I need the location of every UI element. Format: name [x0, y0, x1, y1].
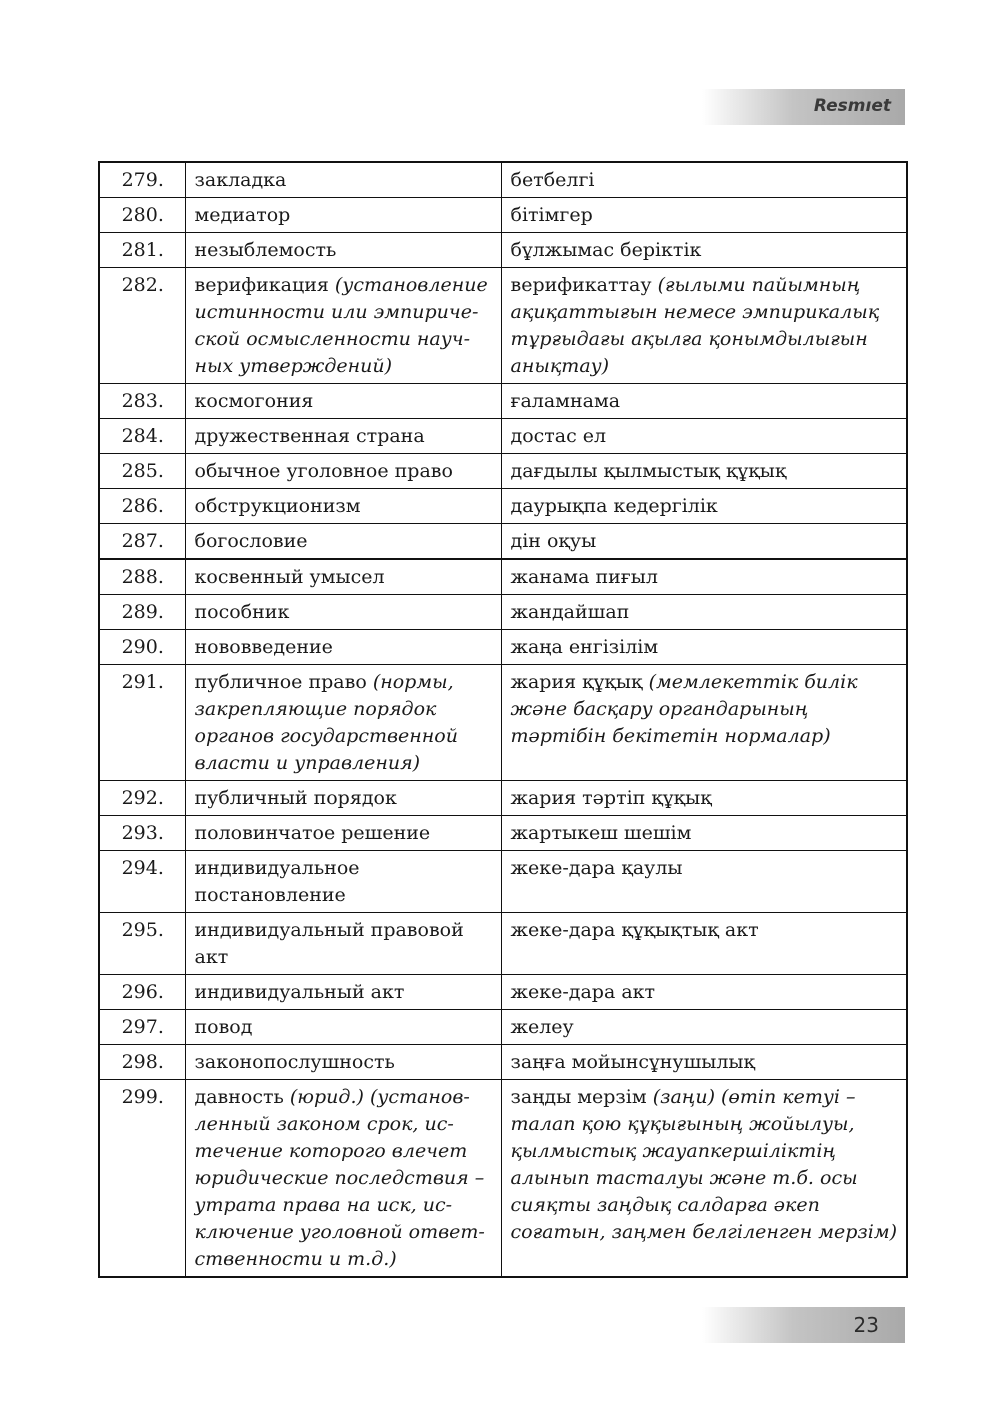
kazakh-term-cell [501, 1045, 907, 1080]
russian-term: незыблемость [194, 239, 337, 261]
term-number: 283. [99, 384, 185, 419]
russian-term: индивидуальный акт [194, 981, 405, 1003]
kazakh-term: желеу [510, 1016, 574, 1038]
russian-term-cell [185, 781, 501, 816]
russian-term: обструкционизм [194, 495, 361, 517]
russian-term-cell [185, 1045, 501, 1080]
russian-term: половинчатое решение [194, 822, 431, 844]
table-row [99, 198, 907, 233]
kazakh-term-cell [501, 665, 907, 781]
russian-term-cell [185, 975, 501, 1010]
kazakh-term-cell [501, 268, 907, 384]
table-row [99, 1080, 907, 1278]
kazakh-definition: (мемлекеттік билік және басқару органдарының тәртібін бекітетін нормалар) [510, 671, 858, 747]
russian-term: косвенный умысел [194, 566, 385, 588]
kazakh-term: жеке-дара құқықтық акт [510, 919, 759, 941]
kazakh-term-cell [501, 1080, 907, 1278]
table-row [99, 1045, 907, 1080]
kazakh-term: бұлжымас беріктік [510, 239, 702, 261]
footer-band [702, 1307, 905, 1343]
term-number: 298. [99, 1045, 185, 1080]
table-row [99, 559, 907, 595]
russian-term-cell [185, 851, 501, 913]
glossary-table [98, 161, 908, 1278]
russian-term: давность [194, 1086, 284, 1108]
term-number: 289. [99, 595, 185, 630]
russian-definition: (установление истинности или эмпириче-ской осмысленности науч-ных утверждений) [194, 274, 488, 377]
kazakh-term-cell [501, 781, 907, 816]
russian-term: верификация [194, 274, 329, 296]
table-row [99, 630, 907, 665]
russian-term-cell [185, 489, 501, 524]
kazakh-term-cell [501, 913, 907, 975]
table-row [99, 851, 907, 913]
term-number: 281. [99, 233, 185, 268]
kazakh-term-cell [501, 233, 907, 268]
table-row [99, 268, 907, 384]
kazakh-term-cell [501, 816, 907, 851]
russian-term-cell [185, 630, 501, 665]
table-row [99, 162, 907, 198]
kazakh-definition: (заңи) (өтіп кетуі – талап қою құқығының жойылуы, қылмыстық жауапкершіліктің алынып тасталуы және т.б. осы сияқты заңдық салдарға әкеп соғатын, заңмен белгіленген мерзім) [510, 1086, 898, 1243]
table-row [99, 524, 907, 560]
russian-term-cell [185, 162, 501, 198]
term-number: 295. [99, 913, 185, 975]
glossary-body [99, 162, 907, 1277]
russian-term-cell [185, 665, 501, 781]
term-number: 293. [99, 816, 185, 851]
russian-term-cell [185, 1080, 501, 1278]
table-row [99, 816, 907, 851]
kazakh-term: жанама пиғыл [510, 566, 658, 588]
russian-term-cell [185, 384, 501, 419]
term-number: 287. [99, 524, 185, 560]
kazakh-term-cell [501, 419, 907, 454]
kazakh-term: дін оқуы [510, 530, 597, 552]
russian-term-cell [185, 1010, 501, 1045]
term-number: 290. [99, 630, 185, 665]
russian-term: богословие [194, 530, 308, 552]
kazakh-term-cell [501, 384, 907, 419]
kazakh-term-cell [501, 489, 907, 524]
kazakh-term-cell [501, 1010, 907, 1045]
term-number: 284. [99, 419, 185, 454]
term-number: 282. [99, 268, 185, 384]
kazakh-term: заңды мерзім [510, 1086, 647, 1108]
russian-term: нововведение [194, 636, 333, 658]
russian-term-cell [185, 419, 501, 454]
kazakh-term: дағдылы қылмыстық құқық [510, 460, 787, 482]
kazakh-term-cell [501, 630, 907, 665]
kazakh-term-cell [501, 559, 907, 595]
russian-definition: (нормы, закрепляющие порядок органов государственной власти и управления) [194, 671, 458, 774]
kazakh-term: жеке-дара қаулы [510, 857, 683, 879]
russian-term: законопослушность [194, 1051, 395, 1073]
term-number: 292. [99, 781, 185, 816]
kazakh-term-cell [501, 975, 907, 1010]
kazakh-term: достас ел [510, 425, 607, 447]
russian-term-cell [185, 913, 501, 975]
russian-term-cell [185, 524, 501, 560]
term-number: 280. [99, 198, 185, 233]
russian-definition: (юрид.) (установ-ленный законом срок, ис-течение которого влечет юридические последствия – утрата права на иск, ис-ключение уголовной ответ-ственности и т.д.) [194, 1086, 485, 1270]
russian-term-cell [185, 559, 501, 595]
kazakh-term: бетбелгі [510, 169, 595, 191]
table-row [99, 913, 907, 975]
russian-term: индивидуальное постановление [194, 857, 360, 906]
term-number: 297. [99, 1010, 185, 1045]
table-row [99, 1010, 907, 1045]
kazakh-term: бітімгер [510, 204, 593, 226]
term-number: 285. [99, 454, 185, 489]
table-row [99, 489, 907, 524]
table-row [99, 595, 907, 630]
table-row [99, 233, 907, 268]
table-row [99, 975, 907, 1010]
table-row [99, 419, 907, 454]
kazakh-term: жария тәртіп құқық [510, 787, 712, 809]
term-number: 294. [99, 851, 185, 913]
kazakh-definition: (ғылыми пайымның ақиқаттығын немесе эмпирикалық тұрғыдағы ақылға қонымдылығын анықтау) [510, 274, 880, 377]
term-number: 288. [99, 559, 185, 595]
kazakh-term: жартыкеш шешім [510, 822, 692, 844]
russian-term-cell [185, 198, 501, 233]
russian-term: повод [194, 1016, 253, 1038]
kazakh-term: верификаттау [510, 274, 652, 296]
table-row [99, 454, 907, 489]
russian-term: космогония [194, 390, 314, 412]
kazakh-term: даурықпа кедергілік [510, 495, 718, 517]
russian-term: медиатор [194, 204, 291, 226]
table-row [99, 384, 907, 419]
russian-term-cell [185, 595, 501, 630]
kazakh-term: заңға мойынсұнушылық [510, 1051, 756, 1073]
russian-term: обычное уголовное право [194, 460, 453, 482]
russian-term: публичный порядок [194, 787, 397, 809]
page-number: 23 [853, 1313, 879, 1337]
table-row [99, 781, 907, 816]
russian-term: закладка [194, 169, 287, 191]
header-title: Resmıet [813, 96, 891, 116]
term-number: 296. [99, 975, 185, 1010]
kazakh-term-cell [501, 198, 907, 233]
kazakh-term: жаңа енгізілім [510, 636, 659, 658]
kazakh-term-cell [501, 162, 907, 198]
russian-term-cell [185, 816, 501, 851]
russian-term: публичное право [194, 671, 367, 693]
term-number: 299. [99, 1080, 185, 1278]
russian-term: дружественная страна [194, 425, 425, 447]
russian-term-cell [185, 233, 501, 268]
kazakh-term: жандайшап [510, 601, 630, 623]
header-band [702, 89, 905, 125]
russian-term: индивидуальный правовой акт [194, 919, 464, 968]
russian-term-cell [185, 268, 501, 384]
russian-term-cell [185, 454, 501, 489]
term-number: 279. [99, 162, 185, 198]
term-number: 291. [99, 665, 185, 781]
term-number: 286. [99, 489, 185, 524]
russian-term: пособник [194, 601, 290, 623]
kazakh-term: ғаламнама [510, 390, 621, 412]
kazakh-term: жария құқық [510, 671, 643, 693]
kazakh-term-cell [501, 454, 907, 489]
table-row [99, 665, 907, 781]
kazakh-term-cell [501, 524, 907, 560]
kazakh-term-cell [501, 851, 907, 913]
kazakh-term: жеке-дара акт [510, 981, 656, 1003]
kazakh-term-cell [501, 595, 907, 630]
